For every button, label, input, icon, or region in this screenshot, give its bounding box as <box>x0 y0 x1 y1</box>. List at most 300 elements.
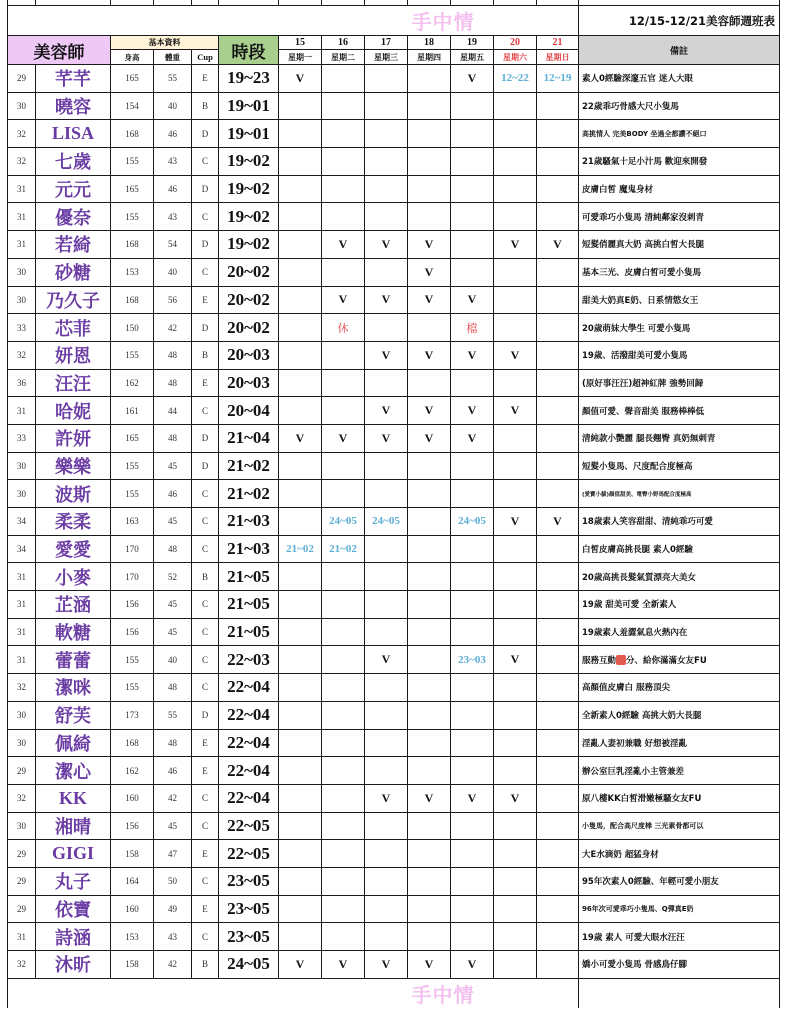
day-cell <box>279 895 322 923</box>
weight-cell: 54 <box>154 231 192 259</box>
day-cell: V <box>365 784 408 812</box>
day-cell <box>408 148 451 176</box>
remarks-cell: 短髮小隻馬、尺度配合度極高 <box>579 452 780 480</box>
day-cell <box>322 203 365 231</box>
day-cell <box>279 480 322 508</box>
height-cell: 165 <box>111 65 154 93</box>
day-cell <box>279 258 322 286</box>
age-cell: 33 <box>8 314 36 342</box>
time-slot: 21~05 <box>219 591 279 619</box>
day-cell <box>365 175 408 203</box>
height-cell: 168 <box>111 231 154 259</box>
day-cell: V <box>408 286 451 314</box>
time-slot: 19~02 <box>219 148 279 176</box>
time-slot: 19~02 <box>219 231 279 259</box>
day-cell <box>408 480 451 508</box>
staff-name: 樂樂 <box>36 452 111 480</box>
day-cell <box>279 120 322 148</box>
staff-name: 潔咪 <box>36 674 111 702</box>
day-cell <box>279 452 322 480</box>
day-cell <box>365 895 408 923</box>
staff-name: 波斯 <box>36 480 111 508</box>
time-slot: 20~04 <box>219 397 279 425</box>
day-cell <box>365 203 408 231</box>
day-cell <box>408 840 451 868</box>
day-cell <box>451 480 494 508</box>
day-cell <box>494 175 537 203</box>
day-cell <box>494 951 537 979</box>
table-row <box>8 148 780 176</box>
time-slot: 23~05 <box>219 867 279 895</box>
staff-name: 詩涵 <box>36 923 111 951</box>
day-cell <box>451 757 494 785</box>
day-cell: V <box>365 231 408 259</box>
time-slot: 19~01 <box>219 92 279 120</box>
day-cell <box>279 729 322 757</box>
age-cell: 33 <box>8 424 36 452</box>
day-cell <box>494 480 537 508</box>
time-slot: 22~04 <box>219 729 279 757</box>
time-slot: 22~04 <box>219 784 279 812</box>
height-cell: 155 <box>111 203 154 231</box>
age-cell: 29 <box>8 840 36 868</box>
day-cell <box>537 701 579 729</box>
age-cell: 31 <box>8 618 36 646</box>
day-cell <box>494 840 537 868</box>
age-cell: 29 <box>8 895 36 923</box>
day-cell <box>537 397 579 425</box>
table-row <box>8 175 780 203</box>
day-cell <box>322 784 365 812</box>
day-cell: V <box>537 231 579 259</box>
age-cell: 29 <box>8 757 36 785</box>
cup-cell: C <box>192 812 219 840</box>
age-cell: 31 <box>8 231 36 259</box>
day-cell <box>537 923 579 951</box>
remarks-cell: 高挑情人 完美BODY 坐過全都讚不絕口 <box>579 120 780 148</box>
day-cell <box>322 840 365 868</box>
weight-cell: 45 <box>154 452 192 480</box>
day-cell <box>279 175 322 203</box>
day-cell <box>537 424 579 452</box>
weight-cell: 40 <box>154 646 192 674</box>
col-header-basic: 基本資料 <box>111 36 219 50</box>
weight-cell: 42 <box>154 784 192 812</box>
height-cell: 161 <box>111 397 154 425</box>
day-cell <box>322 258 365 286</box>
table-row <box>8 951 780 979</box>
day-cell <box>494 452 537 480</box>
day-cell <box>537 369 579 397</box>
day-cell <box>279 397 322 425</box>
height-cell: 156 <box>111 812 154 840</box>
table-row <box>8 729 780 757</box>
day-cell <box>537 535 579 563</box>
day-cell <box>279 92 322 120</box>
day-cell <box>408 674 451 702</box>
remarks-cell: 清純款小艷麗 腿長翹臀 真奶無刺青 <box>579 424 780 452</box>
day-cell <box>494 895 537 923</box>
table-row <box>8 65 780 93</box>
day-cell: V <box>451 341 494 369</box>
table-row <box>8 812 780 840</box>
weight-cell: 43 <box>154 148 192 176</box>
day-cell <box>365 314 408 342</box>
height-cell: 155 <box>111 480 154 508</box>
weight-cell: 55 <box>154 701 192 729</box>
remarks-text: 服務互動 <box>582 655 617 666</box>
header-row-1 <box>8 36 780 50</box>
day-date: 19 <box>451 36 494 50</box>
day-cell <box>451 452 494 480</box>
remarks-cell: (愛寶小貓)顏值甜美、電臀小野馬配合度極高 <box>579 480 780 508</box>
day-cell: V <box>494 784 537 812</box>
day-date: 16 <box>322 36 365 50</box>
age-cell: 30 <box>8 258 36 286</box>
time-slot: 23~05 <box>219 895 279 923</box>
age-cell: 30 <box>8 729 36 757</box>
time-slot: 19~02 <box>219 203 279 231</box>
table-row <box>8 701 780 729</box>
staff-name: LISA <box>36 120 111 148</box>
week-title: 12/15-12/21美容師週班表 <box>579 6 780 36</box>
remarks-cell: 高顏值皮膚白 服務頂尖 <box>579 674 780 702</box>
table-row <box>8 867 780 895</box>
day-weekday: 星期五 <box>451 50 494 65</box>
weight-cell: 46 <box>154 757 192 785</box>
weight-cell: 40 <box>154 258 192 286</box>
day-cell: V <box>408 341 451 369</box>
day-cell <box>408 729 451 757</box>
day-cell <box>494 148 537 176</box>
day-cell <box>494 424 537 452</box>
weight-cell: 44 <box>154 397 192 425</box>
day-cell <box>494 203 537 231</box>
height-cell: 150 <box>111 314 154 342</box>
height-cell: 158 <box>111 951 154 979</box>
day-cell <box>451 258 494 286</box>
time-slot: 20~03 <box>219 341 279 369</box>
remarks-cell: 辦公室巨乳淫亂小主管兼差 <box>579 757 780 785</box>
remarks-cell <box>579 646 780 674</box>
day-cell: V <box>365 424 408 452</box>
day-cell: V <box>365 397 408 425</box>
day-cell <box>279 508 322 536</box>
day-cell <box>408 535 451 563</box>
day-cell <box>451 923 494 951</box>
day-cell <box>451 867 494 895</box>
day-cell <box>279 646 322 674</box>
cup-cell: E <box>192 286 219 314</box>
day-cell <box>322 895 365 923</box>
table-row <box>8 314 780 342</box>
day-cell <box>365 563 408 591</box>
remarks-cell: (原好事汪汪)超神紅牌 強勢回歸 <box>579 369 780 397</box>
day-cell <box>279 203 322 231</box>
cup-cell: C <box>192 591 219 619</box>
day-cell <box>451 231 494 259</box>
day-cell <box>322 397 365 425</box>
table-row <box>8 120 780 148</box>
day-cell <box>365 923 408 951</box>
staff-name: 愛愛 <box>36 535 111 563</box>
day-cell <box>365 535 408 563</box>
cup-cell: C <box>192 646 219 674</box>
day-cell <box>451 120 494 148</box>
height-cell: 162 <box>111 757 154 785</box>
weight-cell: 45 <box>154 618 192 646</box>
remarks-cell: 可愛乖巧小隻馬 清純鄰家沒刺青 <box>579 203 780 231</box>
day-cell <box>537 646 579 674</box>
day-cell <box>279 867 322 895</box>
day-cell <box>408 923 451 951</box>
day-cell <box>451 895 494 923</box>
age-cell: 30 <box>8 480 36 508</box>
height-cell: 158 <box>111 840 154 868</box>
day-cell <box>279 369 322 397</box>
remarks-cell: 淫亂人妻初兼職 好想被淫亂 <box>579 729 780 757</box>
day-cell: V <box>322 286 365 314</box>
day-cell <box>365 867 408 895</box>
day-cell <box>537 812 579 840</box>
day-cell <box>408 757 451 785</box>
cup-cell: B <box>192 341 219 369</box>
remarks-cell: 顏值可愛、聲音甜美 服務棒棒低 <box>579 397 780 425</box>
day-cell <box>494 812 537 840</box>
day-cell <box>365 840 408 868</box>
age-cell: 29 <box>8 65 36 93</box>
remarks-cell: 全新素人0經驗 高挑大奶大長腿 <box>579 701 780 729</box>
day-cell <box>322 148 365 176</box>
day-weekday: 星期四 <box>408 50 451 65</box>
day-cell <box>537 120 579 148</box>
day-cell <box>322 175 365 203</box>
cup-cell: D <box>192 701 219 729</box>
table-row <box>8 286 780 314</box>
staff-name: 依寶 <box>36 895 111 923</box>
day-cell <box>322 618 365 646</box>
day-cell: V <box>408 258 451 286</box>
time-slot: 20~03 <box>219 369 279 397</box>
remarks-cell: 白皙皮膚高挑長腿 素人0經驗 <box>579 535 780 563</box>
staff-name: 柔柔 <box>36 508 111 536</box>
remarks-cell: 嬌小可愛小隻馬 骨感鳥仔腳 <box>579 951 780 979</box>
day-cell <box>451 812 494 840</box>
day-cell <box>494 92 537 120</box>
time-slot: 22~05 <box>219 840 279 868</box>
staff-name: 芊芊 <box>36 65 111 93</box>
cup-cell: D <box>192 314 219 342</box>
table-row <box>8 397 780 425</box>
staff-name: 軟糖 <box>36 618 111 646</box>
brand-title: 手中情 <box>8 6 579 36</box>
day-cell <box>322 369 365 397</box>
day-cell: V <box>451 424 494 452</box>
time-slot: 19~02 <box>219 175 279 203</box>
day-cell <box>537 92 579 120</box>
day-cell <box>537 867 579 895</box>
day-weekday: 星期二 <box>322 50 365 65</box>
time-slot: 20~02 <box>219 258 279 286</box>
day-cell <box>408 369 451 397</box>
day-cell <box>365 757 408 785</box>
time-slot: 22~04 <box>219 674 279 702</box>
day-cell: V <box>494 341 537 369</box>
day-cell <box>451 674 494 702</box>
table-row <box>8 369 780 397</box>
day-cell <box>408 618 451 646</box>
day-cell <box>322 65 365 93</box>
day-cell <box>494 757 537 785</box>
day-cell: 24~05 <box>322 508 365 536</box>
day-cell <box>322 812 365 840</box>
day-cell <box>322 646 365 674</box>
weight-cell: 43 <box>154 923 192 951</box>
day-cell <box>279 812 322 840</box>
day-cell <box>451 563 494 591</box>
weight-cell: 42 <box>154 314 192 342</box>
cup-cell: C <box>192 203 219 231</box>
weight-cell: 42 <box>154 951 192 979</box>
day-cell <box>365 65 408 93</box>
day-cell <box>451 840 494 868</box>
staff-name: 小麥 <box>36 563 111 591</box>
day-cell <box>365 92 408 120</box>
age-cell: 31 <box>8 923 36 951</box>
time-slot: 24~05 <box>219 951 279 979</box>
day-cell: V <box>451 951 494 979</box>
day-cell: V <box>494 508 537 536</box>
cup-cell: B <box>192 951 219 979</box>
staff-name: 七歲 <box>36 148 111 176</box>
col-header-name: 美容師 <box>8 36 111 65</box>
day-cell <box>451 175 494 203</box>
day-cell: V <box>451 784 494 812</box>
day-cell <box>408 203 451 231</box>
day-cell <box>494 618 537 646</box>
time-slot: 22~04 <box>219 757 279 785</box>
time-slot: 20~02 <box>219 286 279 314</box>
age-cell: 34 <box>8 508 36 536</box>
height-cell: 154 <box>111 92 154 120</box>
day-cell <box>494 591 537 619</box>
cup-cell: D <box>192 175 219 203</box>
day-cell <box>537 618 579 646</box>
day-cell <box>322 563 365 591</box>
cup-cell: E <box>192 840 219 868</box>
age-cell: 32 <box>8 784 36 812</box>
staff-name: 許妍 <box>36 424 111 452</box>
day-cell <box>537 314 579 342</box>
staff-name: KK <box>36 784 111 812</box>
day-date: 15 <box>279 36 322 50</box>
schedule-table <box>7 0 780 1008</box>
weight-cell: 45 <box>154 591 192 619</box>
remarks-cell: 18歲素人笑容甜甜、清純乖巧可愛 <box>579 508 780 536</box>
day-cell <box>279 618 322 646</box>
height-cell: 163 <box>111 508 154 536</box>
remarks-cell: 甜美大奶真E奶、日系情慾女王 <box>579 286 780 314</box>
day-cell <box>322 591 365 619</box>
day-cell <box>322 674 365 702</box>
staff-name: 汪汪 <box>36 369 111 397</box>
staff-name: 佩綺 <box>36 729 111 757</box>
day-cell <box>537 341 579 369</box>
day-cell <box>279 840 322 868</box>
cup-cell: B <box>192 563 219 591</box>
age-cell: 31 <box>8 203 36 231</box>
time-slot: 21~03 <box>219 535 279 563</box>
day-cell <box>408 175 451 203</box>
table-row <box>8 92 780 120</box>
age-cell: 32 <box>8 951 36 979</box>
day-cell <box>451 535 494 563</box>
cup-cell: E <box>192 65 219 93</box>
day-cell: 12~22 <box>494 65 537 93</box>
day-cell: V <box>279 424 322 452</box>
day-cell <box>279 674 322 702</box>
age-cell: 36 <box>8 369 36 397</box>
day-weekday: 星期一 <box>279 50 322 65</box>
weight-cell: 45 <box>154 812 192 840</box>
cup-cell: E <box>192 895 219 923</box>
day-cell: 12~19 <box>537 65 579 93</box>
remarks-cell: 大E水滴奶 超猛身材 <box>579 840 780 868</box>
day-cell <box>537 784 579 812</box>
day-cell: V <box>365 646 408 674</box>
age-cell: 29 <box>8 867 36 895</box>
day-cell <box>408 452 451 480</box>
cup-cell: D <box>192 231 219 259</box>
day-cell <box>408 65 451 93</box>
day-cell <box>494 867 537 895</box>
time-slot: 21~03 <box>219 508 279 536</box>
day-cell <box>537 452 579 480</box>
day-weekday: 星期三 <box>365 50 408 65</box>
day-cell <box>322 120 365 148</box>
weight-cell: 46 <box>154 120 192 148</box>
age-cell: 32 <box>8 341 36 369</box>
day-cell <box>408 92 451 120</box>
staff-name: 芷涵 <box>36 591 111 619</box>
day-cell: V <box>322 951 365 979</box>
footer-brand: 手中情 <box>8 978 579 1008</box>
time-slot: 21~02 <box>219 480 279 508</box>
remarks-cell: 95年次素人0經驗、年輕可愛小朋友 <box>579 867 780 895</box>
height-cell: 173 <box>111 701 154 729</box>
staff-name: 潔心 <box>36 757 111 785</box>
col-header-cup: Cup <box>192 50 219 65</box>
day-cell <box>537 591 579 619</box>
time-slot: 22~05 <box>219 812 279 840</box>
day-cell <box>408 563 451 591</box>
height-cell: 153 <box>111 923 154 951</box>
day-cell: V <box>408 784 451 812</box>
day-cell <box>451 701 494 729</box>
table-row <box>8 508 780 536</box>
day-date: 17 <box>365 36 408 50</box>
height-cell: 153 <box>111 258 154 286</box>
table-row <box>8 757 780 785</box>
day-date: 18 <box>408 36 451 50</box>
day-cell: V <box>365 341 408 369</box>
weight-cell: 48 <box>154 535 192 563</box>
height-cell: 155 <box>111 341 154 369</box>
height-cell: 165 <box>111 175 154 203</box>
age-cell: 32 <box>8 120 36 148</box>
table-row <box>8 480 780 508</box>
day-cell <box>537 148 579 176</box>
